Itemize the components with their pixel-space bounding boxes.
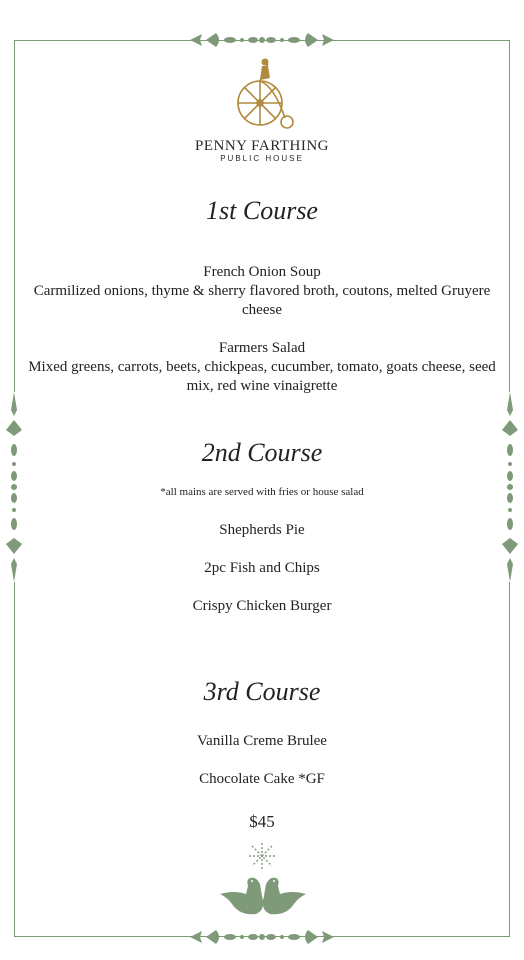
brand-name: PENNY FARTHING	[194, 138, 330, 154]
course-2-item-3: Crispy Chicken Burger	[192, 598, 332, 614]
course-2-item-1: Shepherds Pie	[219, 522, 305, 538]
course-1-title: 1st Course	[206, 196, 318, 225]
price: $45	[249, 812, 275, 831]
course-2-note: *all mains are served with fries or house salad	[160, 486, 364, 498]
brand-subtitle: PUBLIC HOUSE	[220, 154, 304, 163]
course-3-item-2: Chocolate Cake *GF	[199, 771, 325, 787]
bottom-ornament-icon	[188, 927, 336, 947]
course-1-item-2-name: Farmers Salad	[218, 340, 306, 356]
course-3-item-1: Vanilla Creme Brulee	[197, 733, 327, 749]
course-1-item-1-description: Carmilized onions, thyme & sherry flavored broth, coutons, melted Gruyere cheese	[33, 283, 491, 318]
course-3-title: 3rd Course	[203, 677, 321, 706]
course-1-item-2-description: Mixed greens, carrots, beets, chickpeas, cucumber, tomato, goats cheese, seed mix, red wine vinaigrette	[28, 359, 496, 394]
turtle-doves-icon	[218, 874, 308, 918]
course-2-title: 2nd Course	[201, 438, 323, 467]
penny-farthing-bicycle-icon	[230, 56, 296, 132]
top-ornament-icon	[188, 30, 336, 50]
snowflake-icon	[248, 842, 276, 870]
course-1-item-1-name: French Onion Soup	[203, 264, 321, 280]
course-2-item-2: 2pc Fish and Chips	[204, 560, 320, 576]
